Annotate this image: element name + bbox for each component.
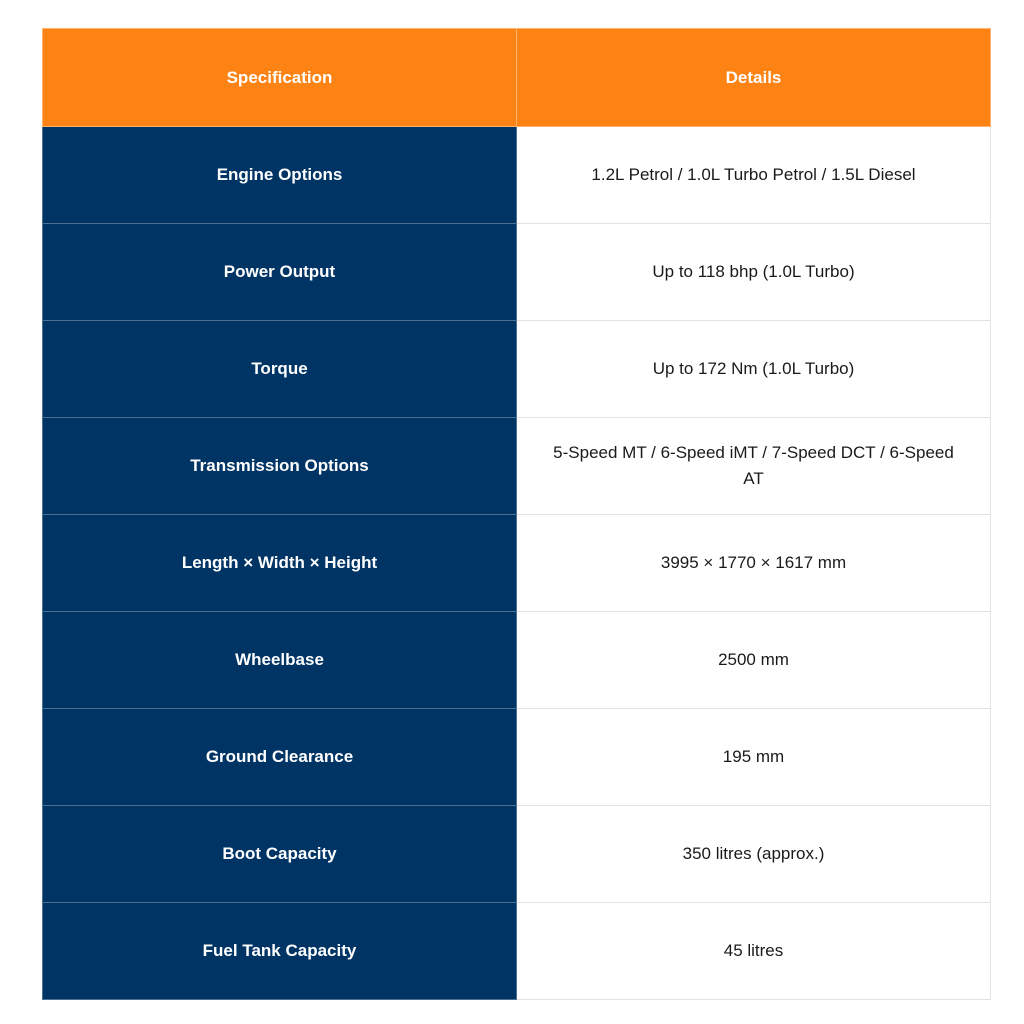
table-row xyxy=(43,709,991,806)
row-label: Length × Width × Height xyxy=(43,515,517,612)
table-row xyxy=(43,418,991,515)
table-row xyxy=(43,127,991,224)
row-value: Up to 172 Nm (1.0L Turbo) xyxy=(517,321,991,418)
row-label: Engine Options xyxy=(43,127,517,224)
table-row xyxy=(43,321,991,418)
table-row xyxy=(43,903,991,1000)
row-label: Transmission Options xyxy=(43,418,517,515)
row-label: Boot Capacity xyxy=(43,806,517,903)
table-row xyxy=(43,806,991,903)
row-value: 3995 × 1770 × 1617 mm xyxy=(517,515,991,612)
header-row xyxy=(43,29,991,127)
row-value: Up to 118 bhp (1.0L Turbo) xyxy=(517,224,991,321)
row-label: Fuel Tank Capacity xyxy=(43,903,517,1000)
row-value: 195 mm xyxy=(517,709,991,806)
row-label: Torque xyxy=(43,321,517,418)
table-row xyxy=(43,224,991,321)
row-value: 2500 mm xyxy=(517,612,991,709)
header-details: Details xyxy=(517,29,991,127)
spec-table xyxy=(42,28,991,1000)
table-row xyxy=(43,612,991,709)
table-row xyxy=(43,515,991,612)
row-value: 1.2L Petrol / 1.0L Turbo Petrol / 1.5L Diesel xyxy=(517,127,991,224)
header-specification: Specification xyxy=(43,29,517,127)
row-label: Ground Clearance xyxy=(43,709,517,806)
row-value: 5-Speed MT / 6-Speed iMT / 7-Speed DCT / 6-Speed AT xyxy=(517,418,991,515)
row-label: Power Output xyxy=(43,224,517,321)
row-value: 45 litres xyxy=(517,903,991,1000)
row-label: Wheelbase xyxy=(43,612,517,709)
row-value: 350 litres (approx.) xyxy=(517,806,991,903)
